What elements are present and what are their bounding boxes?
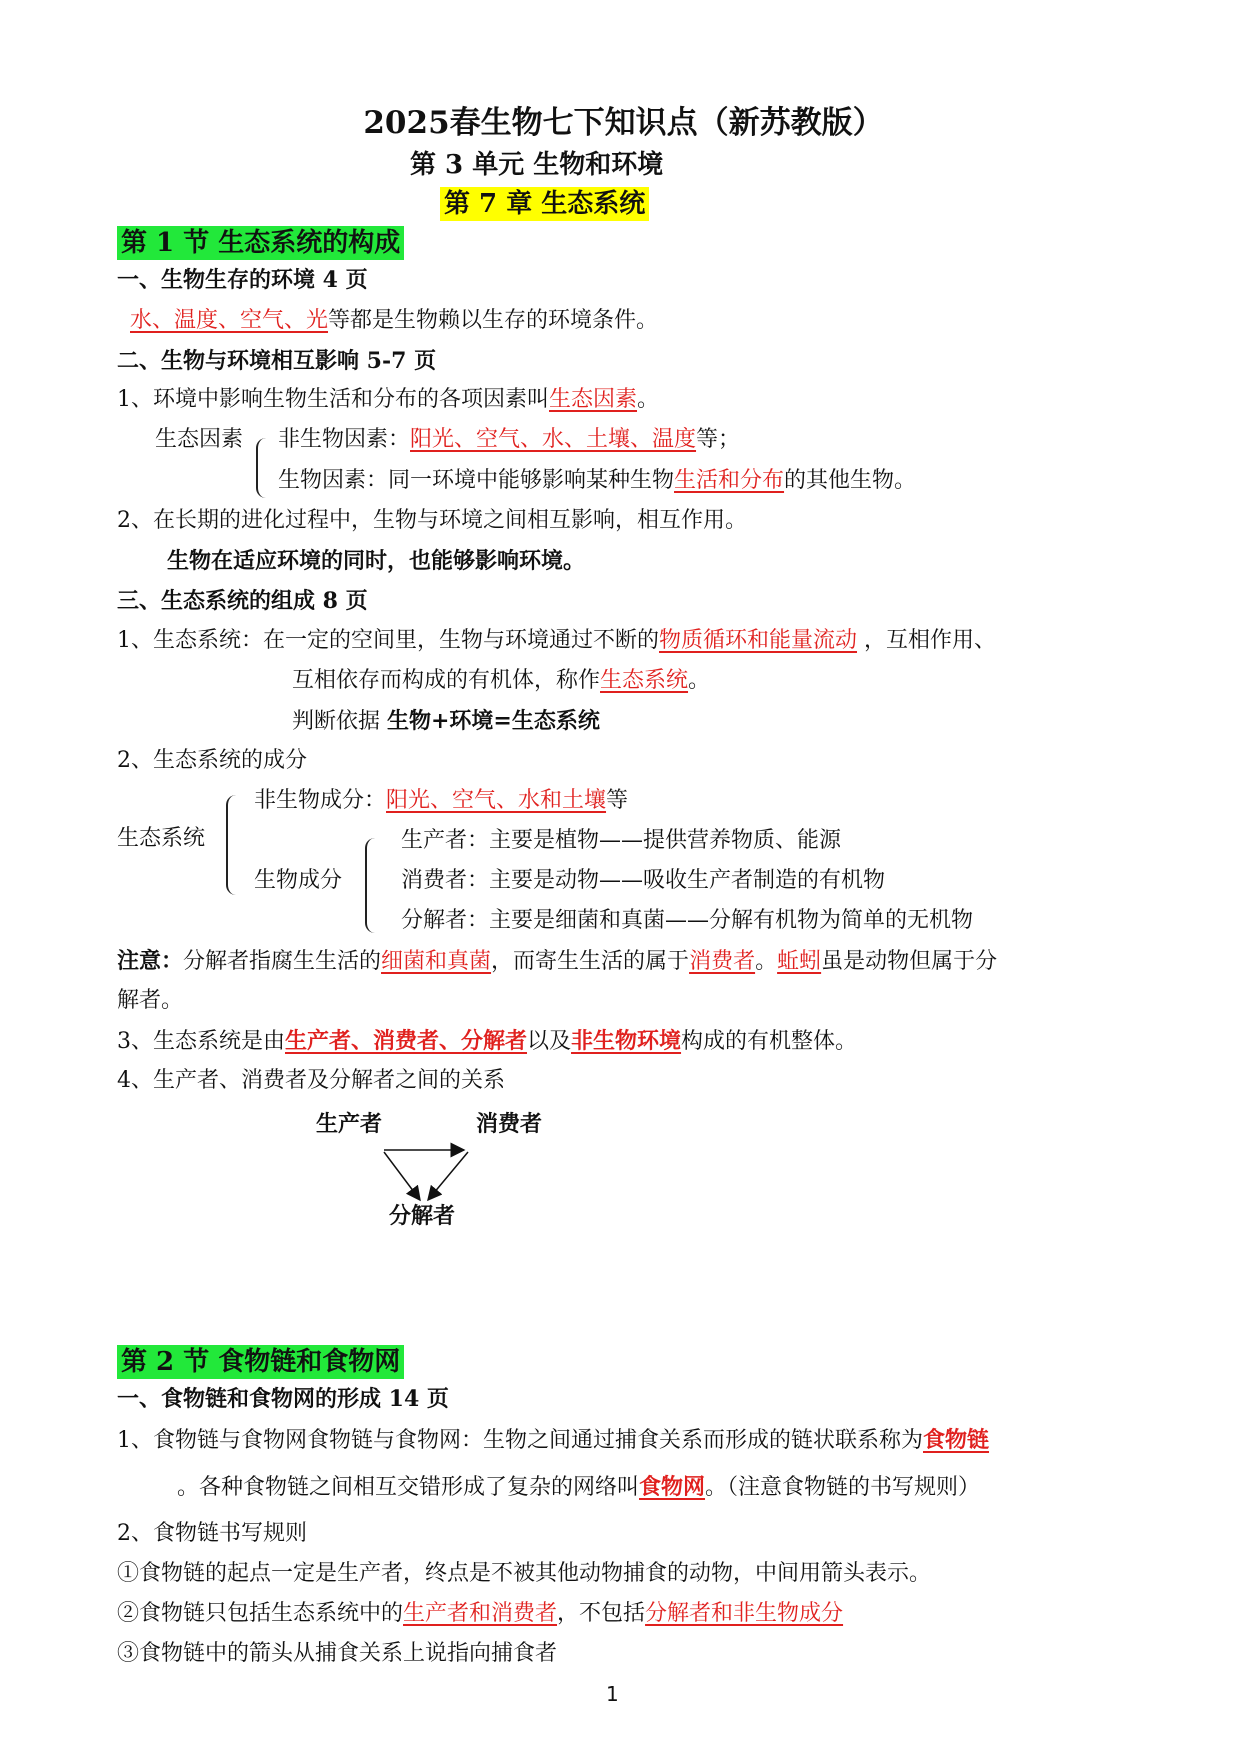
sec1-evolution-bold: 生物在适应环境的同时，也能够影响环境。: [167, 548, 586, 574]
factor-bio: 生物因素：同一环境中能够影响某种生物生活和分布的其他生物。: [278, 468, 917, 493]
component-decomposer: 分解者：主要是细菌和真菌——分解有机物为简单的无机物: [401, 908, 974, 933]
factor-brace: [256, 438, 268, 498]
ecosystem-definition-2: 互相依存而构成的有机体，称作生态系统。: [292, 668, 711, 693]
unit-title: 第 3 单元 生物和环境: [410, 150, 664, 180]
arrow-producer-to-decomposer: [384, 1152, 420, 1200]
component-consumer: 消费者：主要是动物——吸收生产者制造的有机物: [401, 868, 886, 893]
food-chain-rule-2: ②食物链只包括生态系统中的生产者和消费者，不包括分解者和非生物成分: [117, 1601, 844, 1626]
sec1-subheading-1: 一、生物生存的环境 4 页: [117, 267, 368, 293]
food-chain-rule-3: ③食物链中的箭头从捕食关系上说指向捕食者: [117, 1641, 558, 1666]
bio-components-brace: [365, 838, 379, 933]
sec2-subheading-1: 一、食物链和食物网的形成 14 页: [117, 1386, 449, 1412]
components-brace: [226, 795, 240, 895]
sec1-subheading-3: 三、生态系统的组成 8 页: [117, 588, 368, 614]
ecosystem-judgement: 判断依据 生物+环境=生态系统: [292, 708, 600, 734]
arrow-consumer-to-decomposer: [428, 1152, 468, 1200]
note-line-2: 解者。: [117, 988, 184, 1013]
chapter-title: 第 7 章 生态系统: [440, 187, 649, 221]
components-bio: 生物成分: [254, 868, 343, 893]
factor-nonbio: 非生物因素：阳光、空气、水、土壤、温度等；: [278, 427, 741, 452]
food-chain-definition-1: 1、食物链与食物网食物链与食物网：生物之间通过捕食关系而形成的链状联系称为食物链: [117, 1427, 990, 1453]
sec1-evolution-line: 2、在长期的进化过程中，生物与环境之间相互影响，相互作用。: [117, 508, 747, 533]
ecosystem-composition: 3、生态系统是由生产者、消费者、分解者以及非生物环境构成的有机整体。: [117, 1028, 858, 1054]
section-2-heading: 第 2 节 食物链和食物网: [117, 1345, 404, 1379]
sec1-subheading-2: 二、生物与环境相互影响 5-7 页: [117, 348, 437, 374]
relationship-title: 4、生产者、消费者及分解者之间的关系: [117, 1068, 505, 1093]
component-producer: 生产者：主要是植物——提供营养物质、能源: [401, 828, 842, 853]
page-title: 2025春生物七下知识点（新苏教版）: [363, 105, 884, 141]
factor-tree-root: 生态因素: [155, 427, 244, 452]
diagram-consumer-label: 消费者: [476, 1112, 543, 1137]
term-ecological-factor: 生态因素: [549, 387, 638, 412]
ecosystem-definition-1: 1、生态系统：在一定的空间里，生物与环境通过不断的物质循环和能量流动 ，互相作用、: [117, 628, 997, 653]
components-root: 生态系统: [117, 826, 206, 851]
note-line-1: 注意：分解者指腐生生活的细菌和真菌，而寄生生活的属于消费者。蚯蚓虽是动物但属于分: [117, 948, 998, 974]
food-chain-rules-title: 2、食物链书写规则: [117, 1521, 307, 1546]
food-chain-rule-1: ①食物链的起点一定是生产者，终点是不被其他动物捕食的动物，中间用箭头表示。: [117, 1561, 932, 1586]
diagram-producer-label: 生产者: [316, 1112, 383, 1137]
diagram-decomposer-label: 分解者: [389, 1204, 456, 1229]
sec1-env-line: 水、温度、空气、光等都是生物赖以生存的环境条件。: [130, 308, 659, 333]
section-1-heading: 第 1 节 生态系统的构成: [117, 226, 404, 260]
sec1-factor-definition: 1、环境中影响生物生活和分布的各项因素叫生态因素。: [117, 387, 660, 412]
components-title: 2、生态系统的成分: [117, 748, 307, 773]
components-nonbio: 非生物成分：阳光、空气、水和土壤等: [254, 788, 629, 813]
env-conditions-highlight: 水、温度、空气、光: [130, 308, 329, 333]
page-number: 1: [606, 1682, 619, 1706]
food-chain-definition-2: 。各种食物链之间相互交错形成了复杂的网络叫食物网。（注意食物链的书写规则）: [177, 1474, 981, 1500]
